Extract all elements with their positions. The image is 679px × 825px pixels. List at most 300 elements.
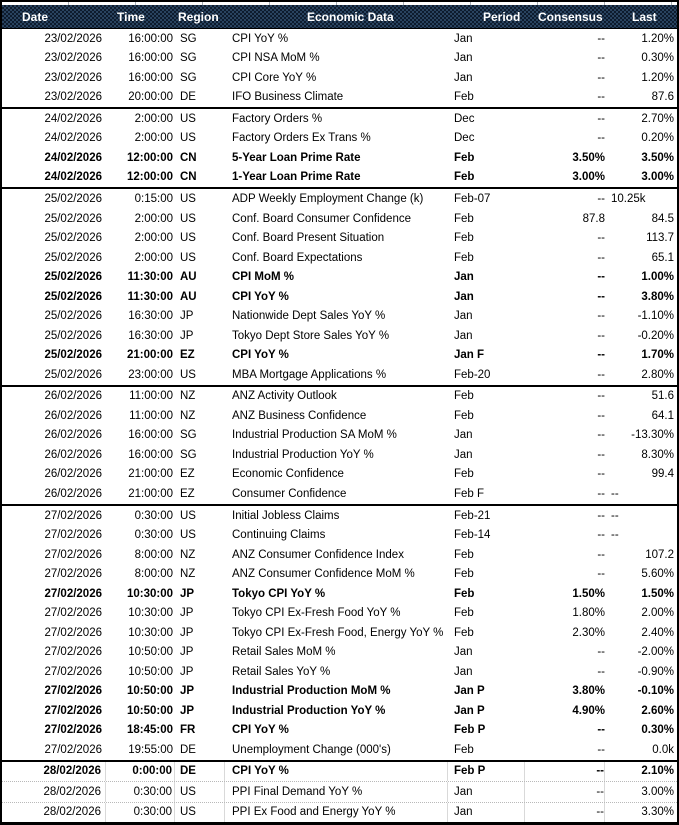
last-cell[interactable]: 99.4 [651, 468, 674, 481]
last-cell[interactable]: -- [611, 529, 619, 542]
date-cell[interactable]: 27/02/2026 [44, 568, 102, 581]
period-cell[interactable]: Feb-21 [454, 509, 491, 522]
date-cell[interactable]: 25/02/2026 [44, 368, 102, 381]
region-cell[interactable]: DE [180, 91, 196, 104]
period-cell[interactable]: Jan [454, 429, 473, 442]
date-cell[interactable]: 27/02/2026 [44, 607, 102, 620]
consensus-cell[interactable]: -- [597, 529, 605, 542]
economic-data-cell[interactable]: Unemployment Change (000's) [232, 743, 391, 756]
time-cell[interactable]: 10:50:00 [126, 685, 173, 698]
date-cell[interactable]: 27/02/2026 [44, 724, 102, 737]
economic-data-cell[interactable]: Industrial Production YoY % [232, 704, 386, 717]
region-cell[interactable]: US [180, 251, 196, 264]
region-cell[interactable]: JP [180, 329, 194, 342]
last-cell[interactable]: 3.80% [641, 290, 674, 303]
date-cell[interactable]: 27/02/2026 [44, 587, 102, 600]
region-cell[interactable]: JP [180, 310, 194, 323]
time-cell[interactable]: 16:30:00 [128, 329, 173, 342]
date-cell[interactable]: 27/02/2026 [44, 509, 102, 522]
header-period: Period [483, 9, 521, 24]
time-cell[interactable]: 23:00:00 [128, 368, 173, 381]
economic-data-cell[interactable]: ANZ Consumer Confidence MoM % [232, 568, 415, 581]
economic-data-cell[interactable]: CPI YoY % [232, 32, 289, 45]
time-cell[interactable]: 8:00:00 [134, 548, 173, 561]
region-cell[interactable]: SG [180, 71, 197, 84]
time-cell[interactable]: 11:30:00 [127, 290, 173, 303]
time-cell[interactable]: 10:50:00 [128, 646, 173, 659]
period-cell[interactable]: Jan [454, 665, 473, 678]
time-cell[interactable]: 0:00:00 [106, 762, 175, 782]
region-cell[interactable]: JP [180, 626, 194, 639]
consensus-cell[interactable]: -- [597, 112, 605, 125]
economic-data-cell[interactable]: Tokyo Dept Store Sales YoY % [232, 329, 390, 342]
consensus-cell[interactable]: -- [525, 782, 605, 802]
time-cell[interactable]: 10:50:00 [128, 665, 173, 678]
economic-data-cell[interactable]: Initial Jobless Claims [232, 509, 340, 522]
consensus-cell[interactable]: -- [597, 52, 605, 65]
economic-data-cell[interactable]: Conf. Board Consumer Confidence [232, 212, 411, 225]
period-cell[interactable]: Feb [454, 151, 475, 164]
consensus-cell[interactable]: -- [597, 568, 605, 581]
date-cell[interactable]: 27/02/2026 [44, 646, 102, 659]
consensus-cell[interactable]: -- [597, 329, 605, 342]
economic-data-cell[interactable]: CPI MoM % [232, 271, 294, 284]
last-cell[interactable]: 3.50% [641, 151, 674, 164]
region-cell[interactable]: DE [175, 762, 225, 782]
period-cell[interactable]: Feb [454, 212, 474, 225]
region-cell[interactable]: EZ [180, 487, 195, 500]
period-cell[interactable]: Jan [454, 271, 474, 284]
economic-data-cell[interactable]: Conf. Board Expectations [232, 251, 363, 264]
last-cell[interactable]: 64.1 [651, 409, 674, 422]
economic-data-cell[interactable]: ANZ Activity Outlook [232, 390, 337, 403]
economic-data-cell[interactable]: Economic Confidence [232, 468, 344, 481]
header-economic-data: Economic Data [307, 9, 394, 24]
date-cell[interactable]: 26/02/2026 [44, 487, 102, 500]
date-cell[interactable]: 25/02/2026 [44, 193, 102, 206]
time-cell[interactable]: 12:00:00 [126, 171, 173, 184]
economic-data-cell[interactable]: Retail Sales MoM % [232, 646, 336, 659]
time-cell[interactable]: 10:30:00 [128, 607, 173, 620]
date-cell[interactable]: 27/02/2026 [44, 548, 102, 561]
last-cell[interactable]: 1.00% [641, 271, 674, 284]
period-cell[interactable]: Dec [454, 112, 475, 125]
period-cell[interactable]: Feb-07 [454, 193, 491, 206]
last-cell[interactable]: 2.40% [641, 626, 674, 639]
last-cell[interactable]: 0.30% [641, 724, 674, 737]
economic-data-cell[interactable]: Industrial Production MoM % [232, 685, 391, 698]
region-cell[interactable]: JP [180, 646, 194, 659]
period-cell[interactable]: Feb [454, 390, 474, 403]
time-cell[interactable]: 21:00:00 [128, 468, 173, 481]
consensus-cell[interactable]: -- [597, 665, 605, 678]
table-row [2, 426, 677, 446]
header-last: Last [632, 9, 657, 24]
time-cell[interactable]: 10:30:00 [128, 626, 173, 639]
time-cell[interactable]: 0:30:00 [134, 509, 173, 522]
consensus-cell[interactable]: -- [597, 310, 605, 323]
period-cell[interactable]: Jan F [454, 349, 485, 362]
region-cell[interactable]: US [180, 132, 196, 145]
region-cell[interactable]: FR [180, 724, 196, 737]
date-cell[interactable]: 28/02/2026 [2, 803, 106, 823]
period-cell[interactable]: Feb [454, 607, 474, 620]
period-cell[interactable]: Jan [454, 646, 473, 659]
last-cell[interactable]: 2.00% [641, 607, 674, 620]
table-row [2, 445, 677, 465]
consensus-cell[interactable]: 3.80% [572, 685, 605, 698]
period-cell[interactable]: Feb F [454, 487, 485, 500]
last-cell[interactable]: 2.10% [641, 765, 674, 778]
region-cell[interactable]: EZ [180, 349, 195, 362]
time-cell[interactable]: 2:00:00 [134, 112, 173, 125]
last-cell[interactable]: -1.10% [637, 310, 674, 323]
last-cell[interactable]: 0.30% [641, 52, 674, 65]
last-cell[interactable]: 0.0k [652, 743, 674, 756]
region-cell[interactable]: JP [180, 607, 194, 620]
time-cell[interactable]: 2:00:00 [134, 212, 173, 225]
consensus-cell[interactable]: -- [597, 448, 605, 461]
time-cell[interactable]: 16:00:00 [128, 32, 173, 45]
region-cell[interactable]: JP [180, 685, 195, 698]
date-cell[interactable]: 27/02/2026 [44, 704, 102, 717]
consensus-cell[interactable]: -- [597, 743, 605, 756]
period-cell[interactable]: Feb [454, 251, 474, 264]
date-cell[interactable]: 25/02/2026 [44, 310, 102, 323]
last-cell[interactable]: 1.20% [641, 32, 674, 45]
table-row [2, 484, 677, 506]
economic-data-cell[interactable]: CPI YoY % [232, 349, 289, 362]
consensus-cell[interactable]: 3.00% [572, 171, 605, 184]
period-cell[interactable]: Dec [454, 132, 475, 145]
header-date: Date [22, 9, 49, 24]
date-cell[interactable]: 26/02/2026 [44, 390, 102, 403]
region-cell[interactable]: NZ [180, 390, 196, 403]
economic-data-cell[interactable]: ANZ Business Confidence [232, 409, 367, 422]
consensus-cell[interactable]: -- [597, 349, 605, 362]
economic-data-cell[interactable]: Consumer Confidence [232, 487, 347, 500]
consensus-cell[interactable]: -- [597, 390, 605, 403]
period-cell[interactable]: Jan [454, 32, 473, 45]
time-cell[interactable]: 12:00:00 [126, 151, 173, 164]
consensus-cell[interactable]: -- [597, 509, 605, 522]
consensus-cell[interactable]: 1.80% [572, 607, 605, 620]
last-cell[interactable]: -2.00% [637, 646, 674, 659]
time-cell[interactable]: 18:45:00 [126, 724, 173, 737]
consensus-cell[interactable]: 4.90% [572, 704, 605, 717]
region-cell[interactable]: US [180, 232, 196, 245]
last-cell[interactable]: 3.30% [641, 806, 674, 819]
period-cell[interactable]: Jan [454, 310, 473, 323]
consensus-cell[interactable]: -- [597, 487, 605, 500]
economic-data-cell[interactable]: PPI Ex Food and Energy YoY % [225, 803, 448, 823]
region-cell[interactable]: US [180, 509, 196, 522]
time-cell[interactable]: 0:30:00 [134, 529, 173, 542]
last-cell[interactable]: -0.10% [637, 685, 674, 698]
table-row [2, 564, 677, 584]
period-cell[interactable]: Jan [448, 782, 525, 802]
consensus-cell[interactable]: -- [597, 368, 605, 381]
region-cell[interactable]: NZ [180, 568, 196, 581]
economic-data-cell[interactable]: 5-Year Loan Prime Rate [232, 151, 361, 164]
region-cell[interactable]: US [180, 112, 196, 125]
date-cell[interactable]: 24/02/2026 [44, 132, 102, 145]
date-cell[interactable]: 25/02/2026 [44, 290, 102, 303]
time-cell[interactable]: 11:00:00 [129, 409, 173, 422]
date-cell[interactable]: 23/02/2026 [44, 91, 102, 104]
last-cell[interactable]: 10.25k [611, 193, 646, 206]
consensus-cell[interactable]: -- [597, 71, 605, 84]
economic-data-cell[interactable]: IFO Business Climate [232, 91, 344, 104]
time-cell[interactable]: 20:00:00 [128, 91, 173, 104]
last-cell[interactable]: -0.90% [637, 665, 674, 678]
period-cell[interactable]: Feb P [454, 724, 486, 737]
consensus-cell[interactable]: -- [597, 409, 605, 422]
date-cell[interactable]: 24/02/2026 [44, 151, 102, 164]
last-cell[interactable]: -- [611, 487, 619, 500]
table-row [2, 803, 677, 823]
region-cell[interactable]: CN [180, 151, 197, 164]
period-cell[interactable]: Feb-20 [454, 368, 491, 381]
economic-data-cell[interactable]: CPI Core YoY % [232, 71, 317, 84]
last-cell[interactable]: 87.6 [651, 91, 674, 104]
last-cell[interactable]: -- [611, 509, 619, 522]
last-cell[interactable]: 1.20% [641, 71, 674, 84]
date-cell[interactable]: 24/02/2026 [44, 171, 102, 184]
date-cell[interactable]: 26/02/2026 [44, 468, 102, 481]
time-cell[interactable]: 8:00:00 [134, 568, 173, 581]
table-row [2, 109, 677, 129]
consensus-cell[interactable]: 3.50% [572, 151, 605, 164]
region-cell[interactable]: SG [180, 448, 197, 461]
consensus-cell[interactable]: -- [597, 724, 605, 737]
table-row [2, 584, 677, 604]
time-cell[interactable]: 2:00:00 [134, 232, 173, 245]
economic-data-cell[interactable]: ANZ Consumer Confidence Index [232, 548, 404, 561]
consensus-cell[interactable]: -- [597, 132, 605, 145]
period-cell[interactable]: Feb [454, 468, 474, 481]
economic-data-cell[interactable]: Tokyo CPI Ex-Fresh Food YoY % [232, 607, 401, 620]
last-cell[interactable]: 2.80% [641, 368, 674, 381]
time-cell[interactable]: 16:00:00 [128, 52, 173, 65]
date-cell[interactable]: 27/02/2026 [44, 529, 102, 542]
region-cell[interactable]: US [175, 803, 225, 823]
period-cell[interactable]: Jan [454, 448, 473, 461]
date-cell[interactable]: 23/02/2026 [44, 32, 102, 45]
last-cell[interactable]: 5.60% [641, 568, 674, 581]
economic-data-cell[interactable]: Factory Orders Ex Trans % [232, 132, 371, 145]
consensus-cell[interactable]: -- [597, 646, 605, 659]
consensus-cell[interactable]: -- [597, 32, 605, 45]
last-cell[interactable]: 1.50% [641, 587, 674, 600]
time-cell[interactable]: 2:00:00 [134, 251, 173, 264]
region-cell[interactable]: US [175, 782, 225, 802]
last-cell[interactable]: 51.6 [651, 390, 674, 403]
economic-data-cell[interactable]: MBA Mortgage Applications % [232, 368, 387, 381]
economic-data-cell[interactable]: Factory Orders % [232, 112, 323, 125]
table-row [2, 662, 677, 682]
region-cell[interactable]: SG [180, 52, 197, 65]
date-cell[interactable]: 24/02/2026 [44, 112, 102, 125]
region-cell[interactable]: NZ [180, 548, 196, 561]
region-cell[interactable]: AU [180, 290, 197, 303]
time-cell[interactable]: 16:00:00 [128, 429, 173, 442]
period-cell[interactable]: Jan [454, 52, 473, 65]
economic-data-cell[interactable]: Industrial Production YoY % [232, 448, 374, 461]
consensus-cell[interactable]: -- [525, 762, 605, 782]
economic-data-cell[interactable]: CPI YoY % [232, 290, 289, 303]
region-cell[interactable]: JP [180, 665, 194, 678]
date-cell[interactable]: 25/02/2026 [44, 329, 102, 342]
economic-data-cell[interactable]: ADP Weekly Employment Change (k) [232, 193, 424, 206]
time-cell[interactable]: 10:50:00 [126, 704, 173, 717]
last-cell[interactable]: 2.60% [641, 704, 674, 717]
period-cell[interactable]: Feb [454, 548, 474, 561]
last-cell[interactable]: 3.00% [641, 785, 674, 798]
table-row [2, 740, 677, 762]
consensus-cell[interactable]: -- [597, 290, 605, 303]
region-cell[interactable]: DE [180, 743, 196, 756]
economic-data-cell[interactable]: Tokyo CPI Ex-Fresh Food, Energy YoY % [232, 626, 444, 639]
time-cell[interactable]: 0:15:00 [134, 193, 173, 206]
last-cell[interactable]: 65.1 [651, 251, 674, 264]
period-cell[interactable]: Feb [454, 91, 474, 104]
date-cell[interactable]: 27/02/2026 [44, 685, 102, 698]
date-cell[interactable]: 27/02/2026 [44, 665, 102, 678]
time-cell[interactable]: 11:00:00 [129, 390, 173, 403]
consensus-cell[interactable]: -- [597, 91, 605, 104]
date-cell[interactable]: 25/02/2026 [44, 349, 102, 362]
table-row [2, 623, 677, 643]
date-cell[interactable]: 25/02/2026 [44, 212, 102, 225]
region-cell[interactable]: SG [180, 429, 197, 442]
region-cell[interactable]: AU [180, 271, 197, 284]
table-row [2, 406, 677, 426]
date-cell[interactable]: 28/02/2026 [2, 782, 106, 802]
table-row [2, 68, 677, 88]
time-cell[interactable]: 16:00:00 [128, 448, 173, 461]
economic-data-cell[interactable]: Conf. Board Present Situation [232, 232, 385, 245]
date-cell[interactable]: 25/02/2026 [44, 232, 102, 245]
period-cell[interactable]: Feb [454, 743, 474, 756]
economic-data-cell[interactable]: CPI YoY % [232, 724, 289, 737]
region-cell[interactable]: SG [180, 32, 197, 45]
consensus-cell[interactable]: -- [525, 803, 605, 823]
economic-data-cell[interactable]: Continuing Claims [232, 529, 326, 542]
period-cell[interactable]: Feb [454, 587, 475, 600]
time-cell[interactable]: 0:30:00 [106, 782, 175, 802]
region-cell[interactable]: CN [180, 171, 197, 184]
time-cell[interactable]: 2:00:00 [134, 132, 173, 145]
last-cell[interactable]: -13.30% [631, 429, 674, 442]
date-cell[interactable]: 25/02/2026 [44, 251, 102, 264]
region-cell[interactable]: US [180, 529, 196, 542]
time-cell[interactable]: 19:55:00 [128, 743, 173, 756]
last-cell[interactable]: -0.20% [637, 329, 674, 342]
economic-data-cell[interactable]: PPI Final Demand YoY % [225, 782, 448, 802]
period-cell[interactable]: Jan [454, 290, 474, 303]
last-cell[interactable]: 1.70% [641, 349, 674, 362]
consensus-cell[interactable]: -- [597, 271, 605, 284]
time-cell[interactable]: 10:30:00 [126, 587, 173, 600]
date-cell[interactable]: 26/02/2026 [44, 429, 102, 442]
economic-data-cell[interactable]: Tokyo CPI YoY % [232, 587, 326, 600]
period-cell[interactable]: Jan P [454, 685, 485, 698]
region-cell[interactable]: JP [180, 704, 195, 717]
time-cell[interactable]: 21:00:00 [126, 349, 173, 362]
economic-data-cell[interactable]: 1-Year Loan Prime Rate [232, 171, 361, 184]
consensus-cell[interactable]: 87.8 [582, 212, 605, 225]
date-cell[interactable]: 23/02/2026 [44, 52, 102, 65]
date-cell[interactable]: 25/02/2026 [44, 271, 102, 284]
table-row [2, 306, 677, 326]
period-cell[interactable]: Feb [454, 409, 474, 422]
period-cell[interactable]: Feb P [448, 762, 525, 782]
period-cell[interactable]: Feb [454, 171, 475, 184]
date-cell[interactable]: 28/02/2026 [2, 762, 106, 782]
table-row [2, 148, 677, 168]
economic-data-cell[interactable]: CPI NSA MoM % [232, 52, 320, 65]
date-cell[interactable]: 27/02/2026 [44, 626, 102, 639]
last-cell[interactable]: 2.70% [641, 112, 674, 125]
region-cell[interactable]: US [180, 368, 196, 381]
period-cell[interactable]: Jan P [454, 704, 485, 717]
consensus-cell[interactable]: -- [597, 193, 605, 206]
date-cell[interactable]: 26/02/2026 [44, 448, 102, 461]
time-cell[interactable]: 16:30:00 [128, 310, 173, 323]
time-cell[interactable]: 11:30:00 [127, 271, 173, 284]
period-cell[interactable]: Feb-14 [454, 529, 491, 542]
consensus-cell[interactable]: -- [597, 429, 605, 442]
consensus-cell[interactable]: 2.30% [572, 626, 605, 639]
region-cell[interactable]: US [180, 193, 196, 206]
last-cell[interactable]: 107.2 [645, 548, 674, 561]
last-cell[interactable]: 3.00% [641, 171, 674, 184]
time-cell[interactable]: 0:30:00 [106, 803, 175, 823]
region-cell[interactable]: JP [180, 587, 195, 600]
consensus-cell[interactable]: -- [597, 548, 605, 561]
economic-data-cell[interactable]: Nationwide Dept Sales YoY % [232, 310, 386, 323]
consensus-cell[interactable]: -- [597, 251, 605, 264]
period-cell[interactable]: Feb [454, 568, 474, 581]
table-row [2, 762, 677, 783]
last-cell[interactable]: 0.20% [641, 132, 674, 145]
time-cell[interactable]: 21:00:00 [128, 487, 173, 500]
last-cell[interactable]: 84.5 [651, 212, 674, 225]
region-cell[interactable]: EZ [180, 468, 195, 481]
table-row [2, 465, 677, 485]
period-cell[interactable]: Feb [454, 626, 474, 639]
last-cell[interactable]: 113.7 [646, 232, 674, 245]
consensus-cell[interactable]: -- [597, 468, 605, 481]
consensus-cell[interactable]: 1.50% [572, 587, 605, 600]
period-cell[interactable]: Jan [448, 803, 525, 823]
date-cell[interactable]: 26/02/2026 [44, 409, 102, 422]
consensus-cell[interactable]: -- [597, 232, 605, 245]
period-cell[interactable]: Jan [454, 329, 473, 342]
region-cell[interactable]: NZ [180, 409, 196, 422]
period-cell[interactable]: Feb [454, 232, 474, 245]
time-cell[interactable]: 16:00:00 [128, 71, 173, 84]
economic-data-cell[interactable]: Industrial Production SA MoM % [232, 429, 397, 442]
date-cell[interactable]: 27/02/2026 [44, 743, 102, 756]
economic-data-cell[interactable]: Retail Sales YoY % [232, 665, 331, 678]
date-cell[interactable]: 23/02/2026 [44, 71, 102, 84]
region-cell[interactable]: US [180, 212, 196, 225]
economic-data-cell[interactable]: CPI YoY % [225, 762, 448, 782]
period-cell[interactable]: Jan [454, 71, 473, 84]
last-cell[interactable]: 8.30% [641, 448, 674, 461]
